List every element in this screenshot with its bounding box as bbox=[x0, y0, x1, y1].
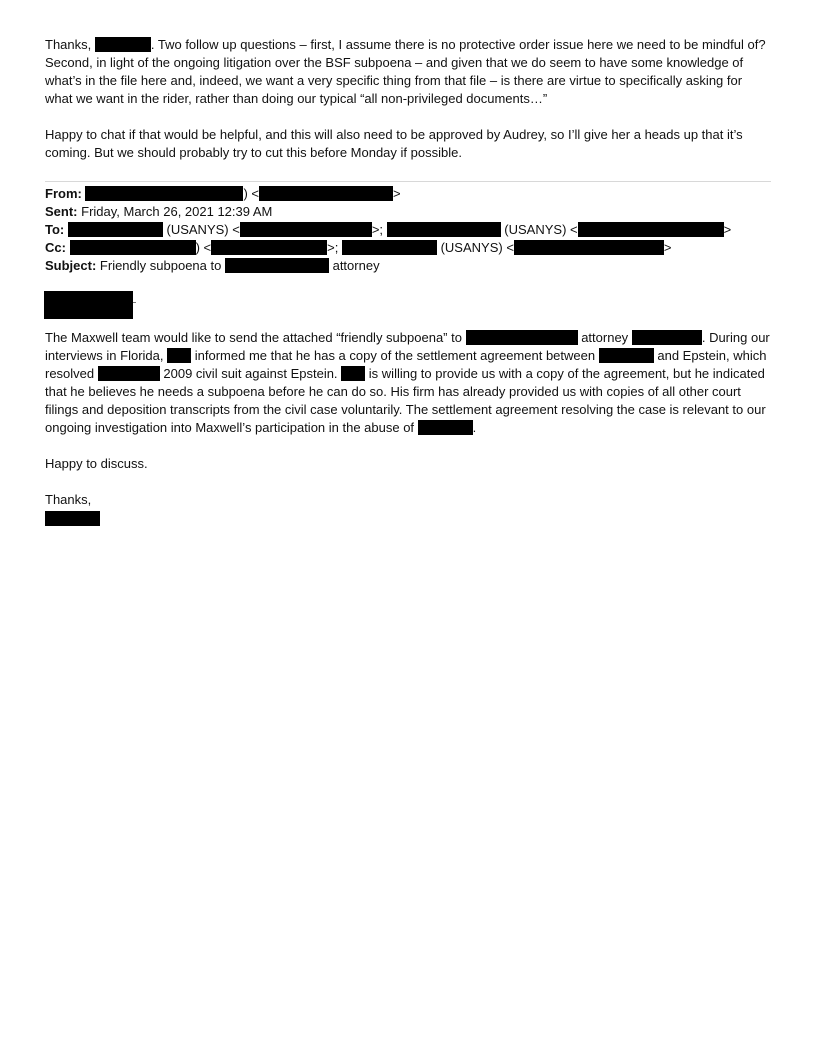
redacted-signature bbox=[45, 511, 100, 526]
body-paragraph-2: Happy to discuss. bbox=[45, 456, 148, 471]
from-line: From: ) < > bbox=[45, 186, 401, 201]
redaction bbox=[240, 222, 372, 237]
redaction bbox=[70, 240, 196, 255]
redaction bbox=[98, 366, 160, 381]
redaction-edge bbox=[133, 302, 136, 303]
redaction bbox=[418, 420, 473, 435]
redaction bbox=[578, 222, 724, 237]
redaction bbox=[514, 240, 664, 255]
email-body bbox=[45, 329, 771, 509]
redaction bbox=[211, 240, 327, 255]
redaction bbox=[259, 186, 393, 201]
redaction bbox=[225, 258, 329, 273]
reply-paragraph-2: Happy to chat if that would be helpful, and this will also need to be approved by Audrey, so I’ll give her a heads up that it’s coming. But we should probably try to cut this before Monday if possible. bbox=[45, 127, 743, 160]
redaction bbox=[342, 240, 437, 255]
closing: Thanks, bbox=[45, 492, 92, 507]
redaction bbox=[95, 37, 151, 52]
to-line: To: (USANYS) < >; (USANYS) < > bbox=[45, 222, 732, 237]
redaction bbox=[341, 366, 365, 381]
redaction bbox=[85, 186, 243, 201]
header-divider bbox=[45, 181, 771, 182]
redacted-salutation bbox=[44, 291, 133, 319]
cc-line: Cc: ) < >; (USANYS) < > bbox=[45, 240, 672, 255]
subject-line: Subject: Friendly subpoena to attorney bbox=[45, 258, 380, 273]
redaction bbox=[466, 330, 578, 345]
redaction bbox=[167, 348, 191, 363]
reply-message bbox=[45, 36, 771, 162]
redaction bbox=[387, 222, 501, 237]
email-header bbox=[45, 185, 771, 275]
reply-paragraph-1: Thanks, . Two follow up questions – first, I assume there is no protective order issue here we need to be mindful of? Second, in light of the ongoing litigation over the BSF subpoena – and given that we do seem to have some knowledge of what’s in the file here and, indeed, we want a very specific thing from that file – is there are virtue to specifically asking for what we want in the rider, rather than doing our typical “all non-privileged documents…” bbox=[45, 37, 766, 106]
redaction bbox=[632, 330, 702, 345]
body-paragraph-1: The Maxwell team would like to send the attached “friendly subpoena” to attorney . During our interviews in Florida, informed me that he has a copy of the settlement agreement between and Epstein, which resolved 2009 civil suit against Epstein. is willing to provide us with a copy of the agreement, but he indicated that he believes he needs a subpoena before he can do so. His firm has already provided us with copies of all other court filings and deposition transcripts from the civil case voluntarily. The settlement agreement resolving the case is relevant to our ongoing investigation into Maxwell’s participation in the abuse of . bbox=[45, 330, 770, 435]
redaction bbox=[68, 222, 163, 237]
sent-line: Sent: Friday, March 26, 2021 12:39 AM bbox=[45, 204, 273, 219]
redaction bbox=[599, 348, 654, 363]
